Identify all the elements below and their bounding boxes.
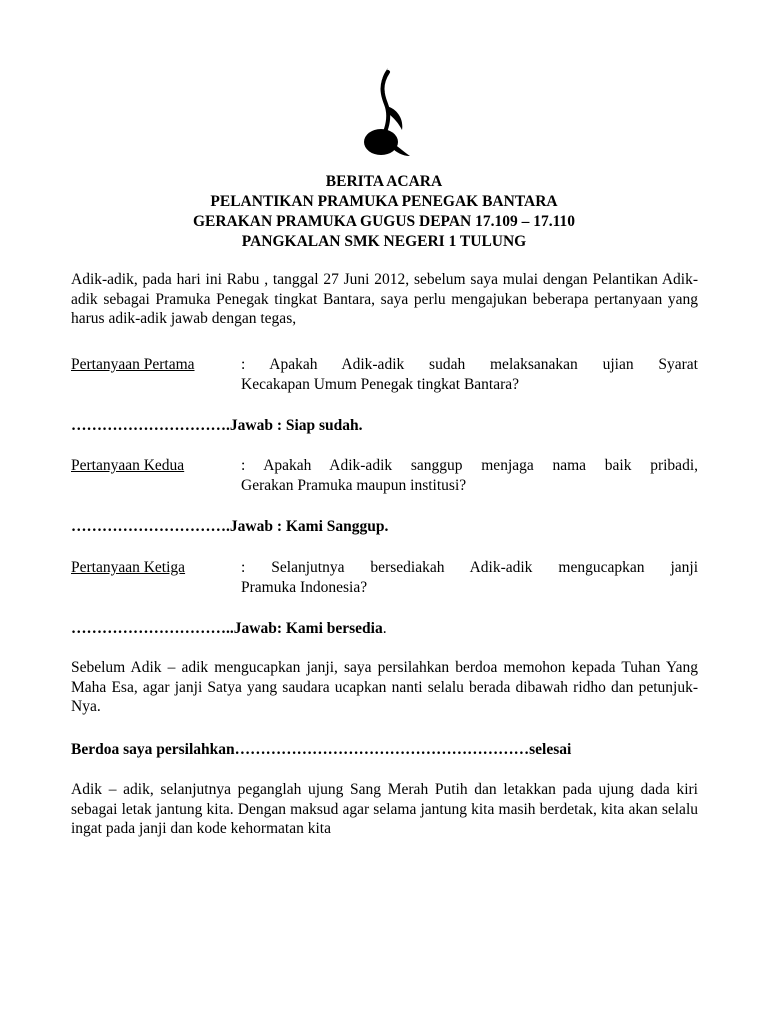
title-line-1: BERITA ACARA [325,173,443,190]
answer-3 [71,619,387,639]
question-1-line-1: : Apakah Adik-adik sudah melaksanakan ujian Syarat [241,356,698,373]
answer-1-dots: …………………………. [71,417,230,434]
answer-3-tail: . [382,620,387,637]
answer-2 [71,517,388,537]
pramuka-tunas-kelapa-logo-icon [358,66,412,160]
question-1-line-2: Kecakapan Umum Penegak tingkat Bantara? [241,375,520,393]
title-line-3: GERAKAN PRAMUKA GUGUS DEPAN 17.109 – 17.110 [192,213,576,230]
answer-3-dots: ………………………….. [71,620,234,637]
answer-2-text: Jawab : Kami Sanggup. [229,518,389,535]
prayer-line-tail: selesai [529,741,572,758]
title-line-4: PANGKALAN SMK NEGERI 1 TULUNG [241,233,527,250]
question-1-text [241,355,698,394]
question-3-line-2: Pramuka Indonesia? [241,578,368,596]
question-3-line-1: : Selanjutnya bersediakah Adik-adik mengucapkan janji [241,559,698,576]
question-3-text [241,558,698,597]
intro-paragraph: Adik-adik, pada hari ini Rabu , tanggal 27 Juni 2012, sebelum saya mulai dengan Pelantikan Adik-adik sebagai Pramuka Penegak tingkat Bantara, saya perlu mengajukan beberapa pertanyaan yang harus adik-adik jawab dengan tegas, [71,271,698,327]
prayer-intro-paragraph: Sebelum Adik – adik mengucapkan janji, saya persilahkan berdoa memohon kepada Tuhan Yang Maha Esa, agar janji Satya yang saudara ucapkan nanti selalu berada dibawah ridho dan petunjuk-Nya. [71,659,698,715]
title-line-2: PELANTIKAN PRAMUKA PENEGAK BANTARA [210,193,558,210]
prayer-line-dots: ………………………………………………… [234,741,530,758]
answer-2-dots: …………………………. [71,518,230,535]
question-2-line-1: : Apakah Adik-adik sanggup menjaga nama baik pribadi, [241,457,698,474]
answer-3-text: Jawab: Kami bersedia [233,620,383,637]
document-title [0,172,768,252]
question-3-label: Pertanyaan Ketiga [71,559,186,576]
answer-1 [71,416,363,436]
answer-1-text: Jawab : Siap sudah. [229,417,363,434]
question-2-text [241,456,698,495]
prayer-line [71,740,641,760]
question-2-label: Pertanyaan Kedua [71,457,185,474]
question-2-line-2: Gerakan Pramuka maupun institusi? [241,476,467,494]
question-1-label: Pertanyaan Pertama [71,356,195,373]
closing-paragraph: Adik – adik, selanjutnya peganglah ujung Sang Merah Putih dan letakkan pada ujung dada kiri sebagai letak jantung kita. Dengan maksud agar selama jantung kita masih berdetak, kita akan selalu ingat pada janji dan kode kehormatan kita [71,781,698,837]
prayer-line-lead: Berdoa saya persilahkan [71,741,235,758]
